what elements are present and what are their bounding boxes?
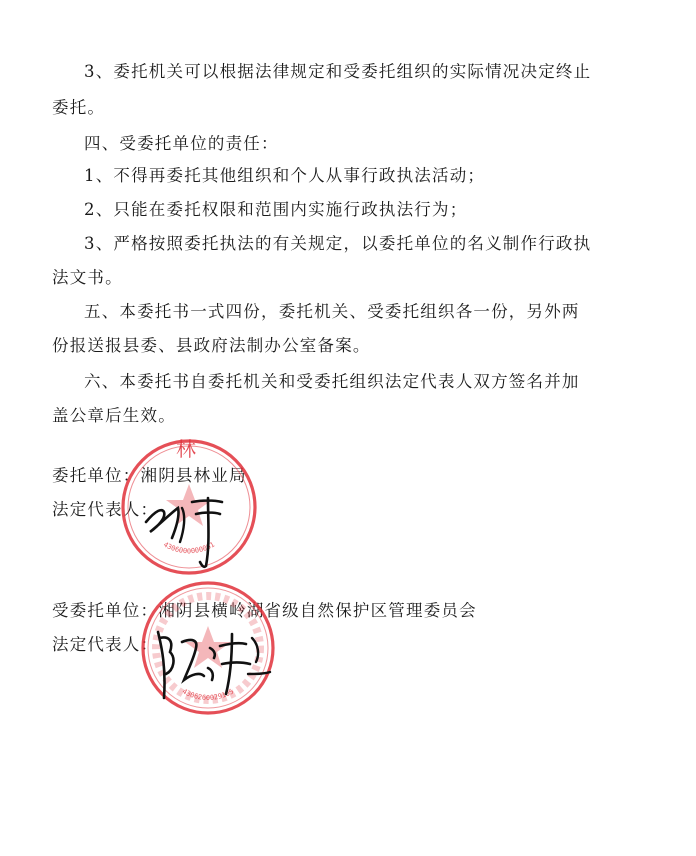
seal1-star-icon <box>166 484 212 526</box>
seal2-star-icon <box>185 626 231 668</box>
section-5-line-1: 五、本委托书一式四份，委托机关、受委托组织各一份，另外两 <box>84 302 580 321</box>
paragraph-3-line-1: 3、委托机关可以根据法律规定和受委托组织的实际情况决定终止 <box>84 62 592 81</box>
svg-text:4306260029105 <box>181 687 235 702</box>
section-6-line-2: 盖公章后生效。 <box>52 406 176 425</box>
section-4-heading: 四、受委托单位的责任： <box>84 134 279 153</box>
signature-delegator-rep <box>132 482 242 572</box>
official-seal-nature-reserve <box>138 578 278 718</box>
paragraph-3-line-2: 委托。 <box>52 98 106 117</box>
seal1-top-text: 林 <box>176 437 202 461</box>
seal1-number: 4306000000061 <box>161 540 217 556</box>
section-6-line-1: 六、本委托书自委托机关和受委托组织法定代表人双方签名并加 <box>84 372 580 391</box>
section-4-item-2: 2、只能在委托权限和范围内实施行政执法行为； <box>84 200 468 219</box>
signature-delegatee-rep <box>148 618 278 713</box>
seal2-number: 4306260029105 <box>180 687 236 702</box>
svg-text:林 <box>176 437 202 461</box>
delegator-rep-label: 法定代表人： <box>52 500 159 519</box>
svg-text:4306000000061 <box>162 541 216 556</box>
section-5-line-2: 份报送报县委、县政府法制办公室备案。 <box>52 336 371 355</box>
delegator-unit-label: 委托单位：湘阴县林业局 <box>52 466 247 485</box>
section-4-item-3-line-2: 法文书。 <box>52 268 123 287</box>
delegatee-rep-label: 法定代表人： <box>52 635 159 654</box>
section-4-item-1: 1、不得再委托其他组织和个人从事行政执法活动； <box>84 166 486 185</box>
delegatee-unit-label: 受委托单位：湘阴县横岭湖省级自然保护区管理委员会 <box>52 601 477 620</box>
section-4-item-3-line-1: 3、严格按照委托执法的有关规定，以委托单位的名义制作行政执 <box>84 234 592 253</box>
